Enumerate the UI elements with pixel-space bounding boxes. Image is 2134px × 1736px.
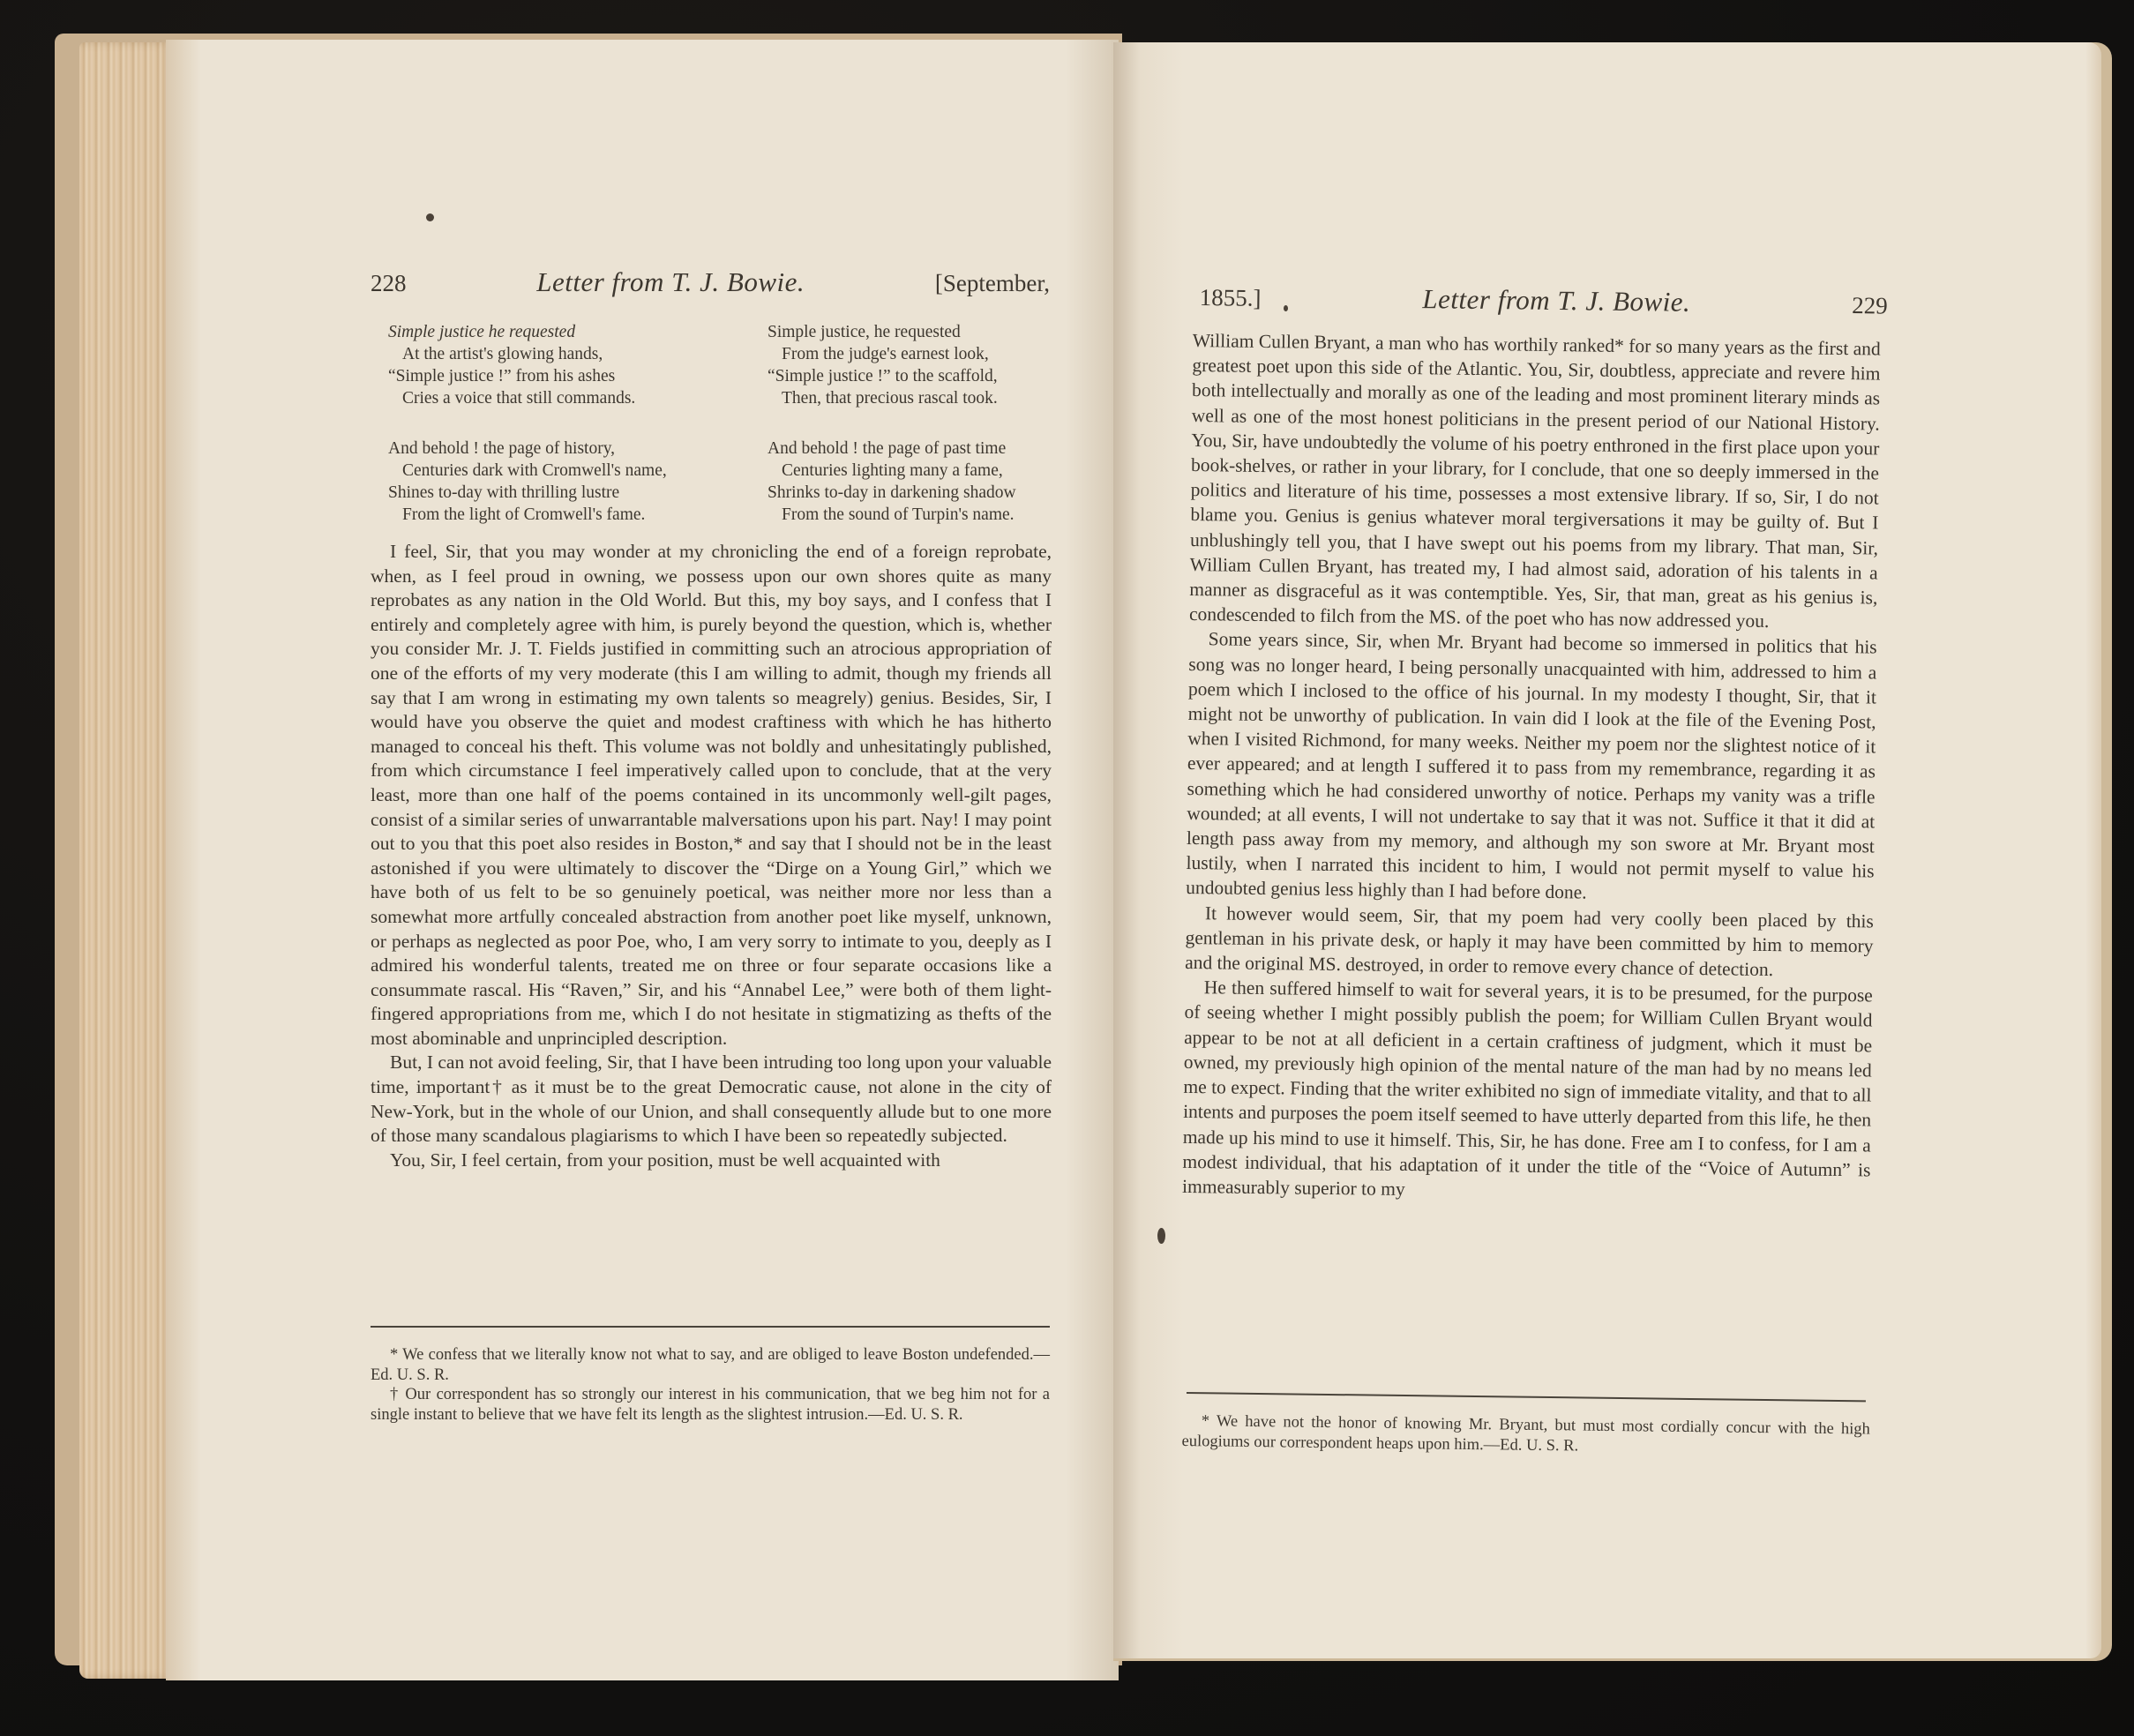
paragraph: William Cullen Bryant, a man who has worthily ranked* for so many years as the first and greatest poet upon this side of the Atlantic. You, Sir, doubtless, appreciate and revere him both intellectually and morally as one of the leading and most prominent literary minds as well as one of the most honest politicians in the present period of our National History. You, Sir, have undoubtedly the volume of his poetry enthroned in the first place upon your book-shelves, or rather in your library, for I conclude, that one so deeply immersed in the politics and literature of his time, possesses a most extensive library. If so, Sir, I do not blame you. Genius is genius whatever moral tergiversations it may be guilty of. But I unblushingly tell you, that I have swept out his poems from my library. That man, Sir, William Cullen Bryant, has treated my, I had almost said, adoration of his talents in a manner as disgraceful as it was contemptible. Yes, Sir, that man, great as his genius is, condescended to filch from the MS. of the poet who has now addressed you.: [1188, 329, 1881, 632]
left-footnotes: [371, 1345, 1050, 1425]
footnote-rule: [371, 1326, 1050, 1328]
poem-stanza: [767, 438, 1085, 526]
poem-stanza: [767, 321, 1085, 409]
paragraph: It however would seem, Sir, that my poem had very coolly been placed by this gentleman in his private desk, or haply it may have been committed by him to memory and the original MS. destroyed, in order to remove every chance of detection.: [1185, 902, 1874, 981]
paragraph: I feel, Sir, that you may wonder at my chronicling the end of a foreign reprobate, when, as I feel proud in owning, we possess upon our own shores quite as many reprobates as any nation in the Old World. But this, my boy says, and I confess that I entirely and completely agree with him, is purely beyond the question, which is, whether you consider Mr. J. T. Fields justified in committing such an atrocious appropriation of one of the efforts of my very moderate (this I am willing to admit, though my friends all say that I am wrong in estimating my own talents so meagrely) genius. Besides, Sir, I would have you observe the quiet and modest craftiness with which he has hitherto managed to conceal his theft. This volume was not boldly and unhesitatingly published, from which circumstance I feel imperatively called upon to conclude, that at the very least, more than one half of the poems contained in its uncommonly well-gilt pages, consist of a similar series of unwarrantable malversations upon his part. Nay! I may point out to you that this poet also resides in Boston,* and say that I should not be in the least astonished if you were ultimately to discover the “Dirge on a Young Girl,” which we have both of us felt to be so genuinely poetical, was neither more nor less than a somewhat more artfully concealed abstraction from another poet like myself, unknown, or perhaps as neglected as poor Poe, who, I am very sorry to intimate to you, deeply as I admired his wonderful talents, treated me on three or four separate occasions like a consummate rascal. His “Raven,” Sir, and his “Annabel Lee,” were both of them light-fingered appropriations from me, which I do not hesitate in stigmatizing as thefts of the most abominable and unprincipled description.: [371, 541, 1052, 1049]
footnote: † Our correspondent has so strongly our interest in his communication, that we beg him not for a single instant to believe that we have felt its length as the slightest intrusion.—Ed. U. S. R.: [371, 1386, 1050, 1424]
poem-line: From the sound of Turpin's name.: [782, 505, 1015, 524]
poem-line: Centuries dark with Cromwell's name,: [402, 461, 667, 480]
footnote: * We confess that we literally know not what to say, and are obliged to leave Boston undefended.—Ed. U. S. R.: [371, 1346, 1050, 1384]
poem-line: At the artist's glowing hands,: [402, 345, 603, 363]
page-number: 228: [371, 270, 407, 296]
page-edge-stack: [79, 42, 172, 1679]
poem-stanza: [388, 438, 706, 526]
ink-speck: [1157, 1228, 1165, 1244]
paragraph: Some years since, Sir, when Mr. Bryant had become so immersed in politics that his song was no longer heard, I being personally unacquainted with him, addressed to him a poem which I inclosed to the office of his journal. In my modesty I thought, Sir, that it might not be unworthy of publication. In vain did I look at the file of the Evening Post, when I visited Richmond, for many weeks. Neither my poem nor the slightest notice of it ever appeared; and at length I suffered it to pass from my remembrance, regarding it as something which he had considered unworthy of notice. Perhaps my vanity was a trifle wounded; at all events, I will not undertake to say that it was not. Suffice it that it did at length pass away from my memory, and although my son swore at Mr. Bryant most lustily, when I narrated this incident to him, I would not permit myself to value his undoubted genius less highly than I had before done.: [1186, 628, 1877, 903]
footnote: * We have not the honor of knowing Mr. Bryant, but must most cordially concur with the high eulogiums our correspondent heaps upon him.—Ed. U. S. R.: [1181, 1412, 1870, 1455]
poem-line: Cries a voice that still commands.: [402, 389, 636, 408]
running-date: 1855.]: [1199, 283, 1262, 311]
poem-line: “Simple justice !” to the scaffold,: [767, 367, 998, 385]
ink-speck: [426, 213, 434, 221]
poem-line: “Simple justice !” from his ashes: [388, 367, 616, 385]
poem-column-left: [388, 321, 706, 554]
poem-stanza: [388, 321, 706, 409]
left-body-text: [371, 540, 1052, 1172]
poem-line: From the light of Cromwell's fame.: [402, 505, 646, 524]
right-footnotes: [1181, 1411, 1869, 1460]
running-title: Letter from T. J. Bowie.: [536, 266, 805, 297]
poem-line: Centuries lighting many a fame,: [782, 461, 1003, 480]
poem-line: Then, that precious rascal took.: [782, 389, 998, 408]
right-body-text: [1182, 328, 1881, 1208]
poem-comparison: [388, 321, 1085, 554]
poem-line: And behold ! the page of history,: [388, 439, 616, 458]
poem-line: Simple justice, he requested: [767, 323, 961, 341]
poem-line: Shines to-day with thrilling lustre: [388, 483, 620, 502]
paragraph: But, I can not avoid feeling, Sir, that I have been intruding too long upon your valuable time, important† as it must be to the great Democratic cause, not alone in the city of New-York, but in the whole of our Union, and shall consequently allude but to one more of those many scandalous plagiarisms to which I have been so repeatedly subjected.: [371, 1051, 1052, 1147]
poem-line: And behold ! the page of past time: [767, 439, 1007, 458]
ink-speck: [1284, 305, 1288, 311]
running-date: [September,: [934, 270, 1050, 296]
paragraph: You, Sir, I feel certain, from your position, must be well acquainted with: [390, 1149, 940, 1171]
running-title: Letter from T. J. Bowie.: [1422, 283, 1691, 318]
poem-line: From the judge's earnest look,: [782, 345, 989, 363]
poem-line: Shrinks to-day in darkening shadow: [767, 483, 1016, 502]
left-running-head: [371, 266, 1050, 298]
page-number: 229: [1852, 292, 1888, 319]
poem-line: Simple justice he requested: [388, 323, 576, 341]
poem-column-right: [767, 321, 1085, 554]
paragraph: He then suffered himself to wait for several years, it is to be presumed, for the purpose of seeing whether I might possibly publish the poem; for William Cullen Bryant would appear to be not at all deficient in a certain craftiness of judgment, which it must be owned, my previously high opinion of the mental nature of the man had by no means led me to expect. Finding that the writer exhibited no sign of immediate vitality, and that to all intents and purposes the poem itself seemed to have utterly departed from this life, he then made up his mind to use it himself. This, Sir, he has done. Free am I to confess, for I am a modest individual, that his adaptation of it under the title of the “Voice of Autumn” is immeasurably superior to my: [1181, 976, 1873, 1200]
